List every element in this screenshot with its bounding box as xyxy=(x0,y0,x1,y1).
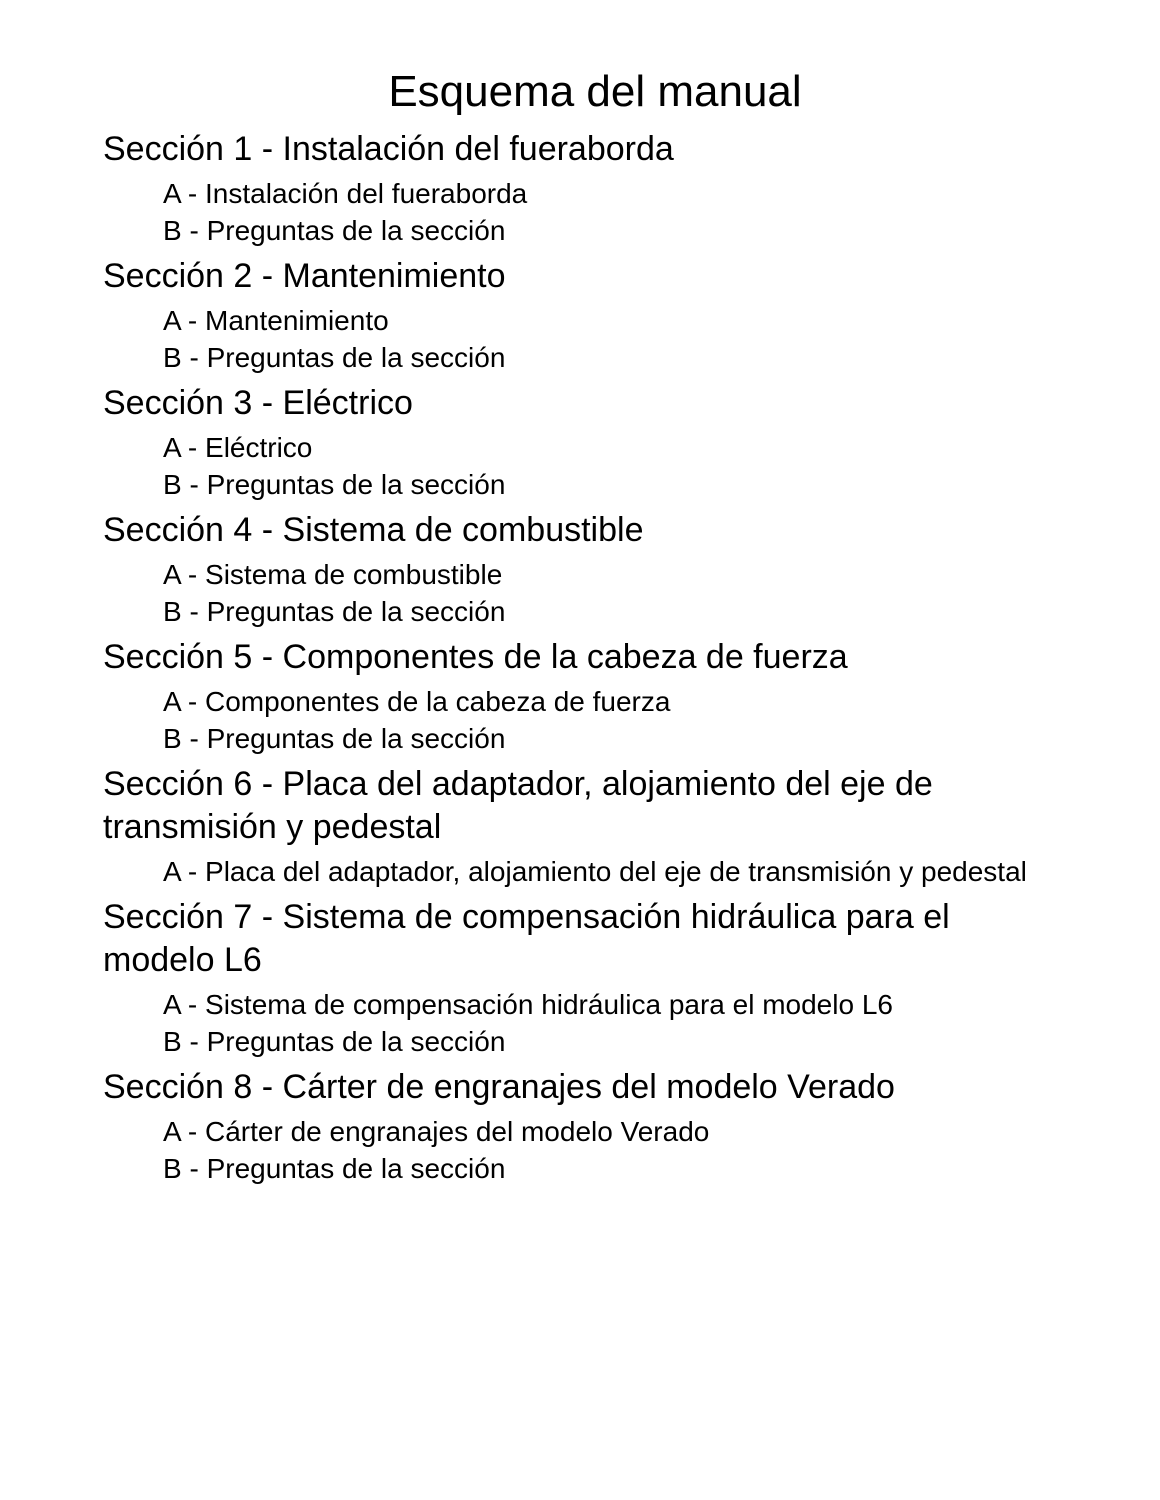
subsection-text: Sistema de combustible xyxy=(205,559,503,590)
subsection-item xyxy=(163,853,1033,890)
subsection-letter: B - xyxy=(163,723,207,754)
section-heading: Sección 8 - Cárter de engranajes del modelo Verado xyxy=(103,1068,895,1106)
subsection-letter: B - xyxy=(163,1026,207,1057)
subsection-list xyxy=(103,302,1033,376)
subsection-list xyxy=(103,429,1033,503)
subsection-item xyxy=(163,1150,1033,1187)
section-heading: Sección 4 - Sistema de combustible xyxy=(103,511,644,549)
subsection-text: Preguntas de la sección xyxy=(206,342,506,373)
subsection-text: Componentes de la cabeza de fuerza xyxy=(205,686,671,717)
subsection-item xyxy=(163,556,1033,593)
section-6 xyxy=(103,763,1033,890)
subsection-item xyxy=(163,466,1033,503)
subsection-item xyxy=(163,339,1033,376)
subsection-letter: A - xyxy=(163,686,206,717)
subsection-item xyxy=(163,720,1033,757)
subsection-letter: B - xyxy=(163,596,207,627)
section-8 xyxy=(103,1066,1033,1187)
subsection-text: Mantenimiento xyxy=(205,305,389,336)
subsection-item xyxy=(163,986,1033,1023)
subsection-item xyxy=(163,429,1033,466)
subsection-letter: A - xyxy=(163,178,206,209)
subsection-item xyxy=(163,593,1033,630)
subsection-text: Preguntas de la sección xyxy=(206,723,506,754)
subsection-item xyxy=(163,212,1033,249)
subsection-letter: A - xyxy=(163,989,206,1020)
section-5 xyxy=(103,636,1033,757)
subsection-list xyxy=(103,986,1033,1060)
subsection-list xyxy=(103,175,1033,249)
subsection-text: Cárter de engranajes del modelo Verado xyxy=(205,1116,710,1147)
section-heading: Sección 1 - Instalación del fueraborda xyxy=(103,130,674,168)
subsection-text: Placa del adaptador, alojamiento del eje de transmisión y pedestal xyxy=(205,856,1027,887)
section-7 xyxy=(103,896,1033,1060)
subsection-text: Instalación del fueraborda xyxy=(205,178,528,209)
subsection-item xyxy=(163,1113,1033,1150)
subsection-letter: A - xyxy=(163,559,206,590)
section-2 xyxy=(103,255,1033,376)
subsection-text: Eléctrico xyxy=(205,432,313,463)
subsection-text: Preguntas de la sección xyxy=(206,469,506,500)
section-heading: Sección 6 - Placa del adaptador, alojamiento del eje de transmisión y pedestal xyxy=(103,765,933,846)
subsection-letter: B - xyxy=(163,342,207,373)
section-3 xyxy=(103,382,1033,503)
subsection-letter: A - xyxy=(163,856,206,887)
section-1 xyxy=(103,128,1033,249)
subsection-letter: B - xyxy=(163,215,207,246)
section-heading: Sección 3 - Eléctrico xyxy=(103,384,413,422)
subsection-list xyxy=(103,683,1033,757)
page-title: Esquema del manual xyxy=(388,67,802,116)
subsection-item xyxy=(163,302,1033,339)
subsection-item xyxy=(163,683,1033,720)
subsection-item xyxy=(163,1023,1033,1060)
subsection-letter: A - xyxy=(163,305,206,336)
subsection-text: Preguntas de la sección xyxy=(206,1026,506,1057)
subsection-text: Preguntas de la sección xyxy=(206,215,506,246)
subsection-letter: A - xyxy=(163,1116,206,1147)
subsection-list xyxy=(103,853,1033,890)
subsection-letter: B - xyxy=(163,1153,207,1184)
subsection-item xyxy=(163,175,1033,212)
subsection-text: Sistema de compensación hidráulica para el modelo L6 xyxy=(205,989,893,1020)
subsection-letter: B - xyxy=(163,469,207,500)
section-heading: Sección 7 - Sistema de compensación hidráulica para el modelo L6 xyxy=(103,898,950,979)
subsection-text: Preguntas de la sección xyxy=(206,1153,506,1184)
subsection-letter: A - xyxy=(163,432,206,463)
section-4 xyxy=(103,509,1033,630)
manual-outline xyxy=(103,128,1033,1193)
section-heading: Sección 5 - Componentes de la cabeza de fuerza xyxy=(103,638,848,676)
subsection-list xyxy=(103,1113,1033,1187)
subsection-list xyxy=(103,556,1033,630)
subsection-text: Preguntas de la sección xyxy=(206,596,506,627)
section-heading: Sección 2 - Mantenimiento xyxy=(103,257,506,295)
